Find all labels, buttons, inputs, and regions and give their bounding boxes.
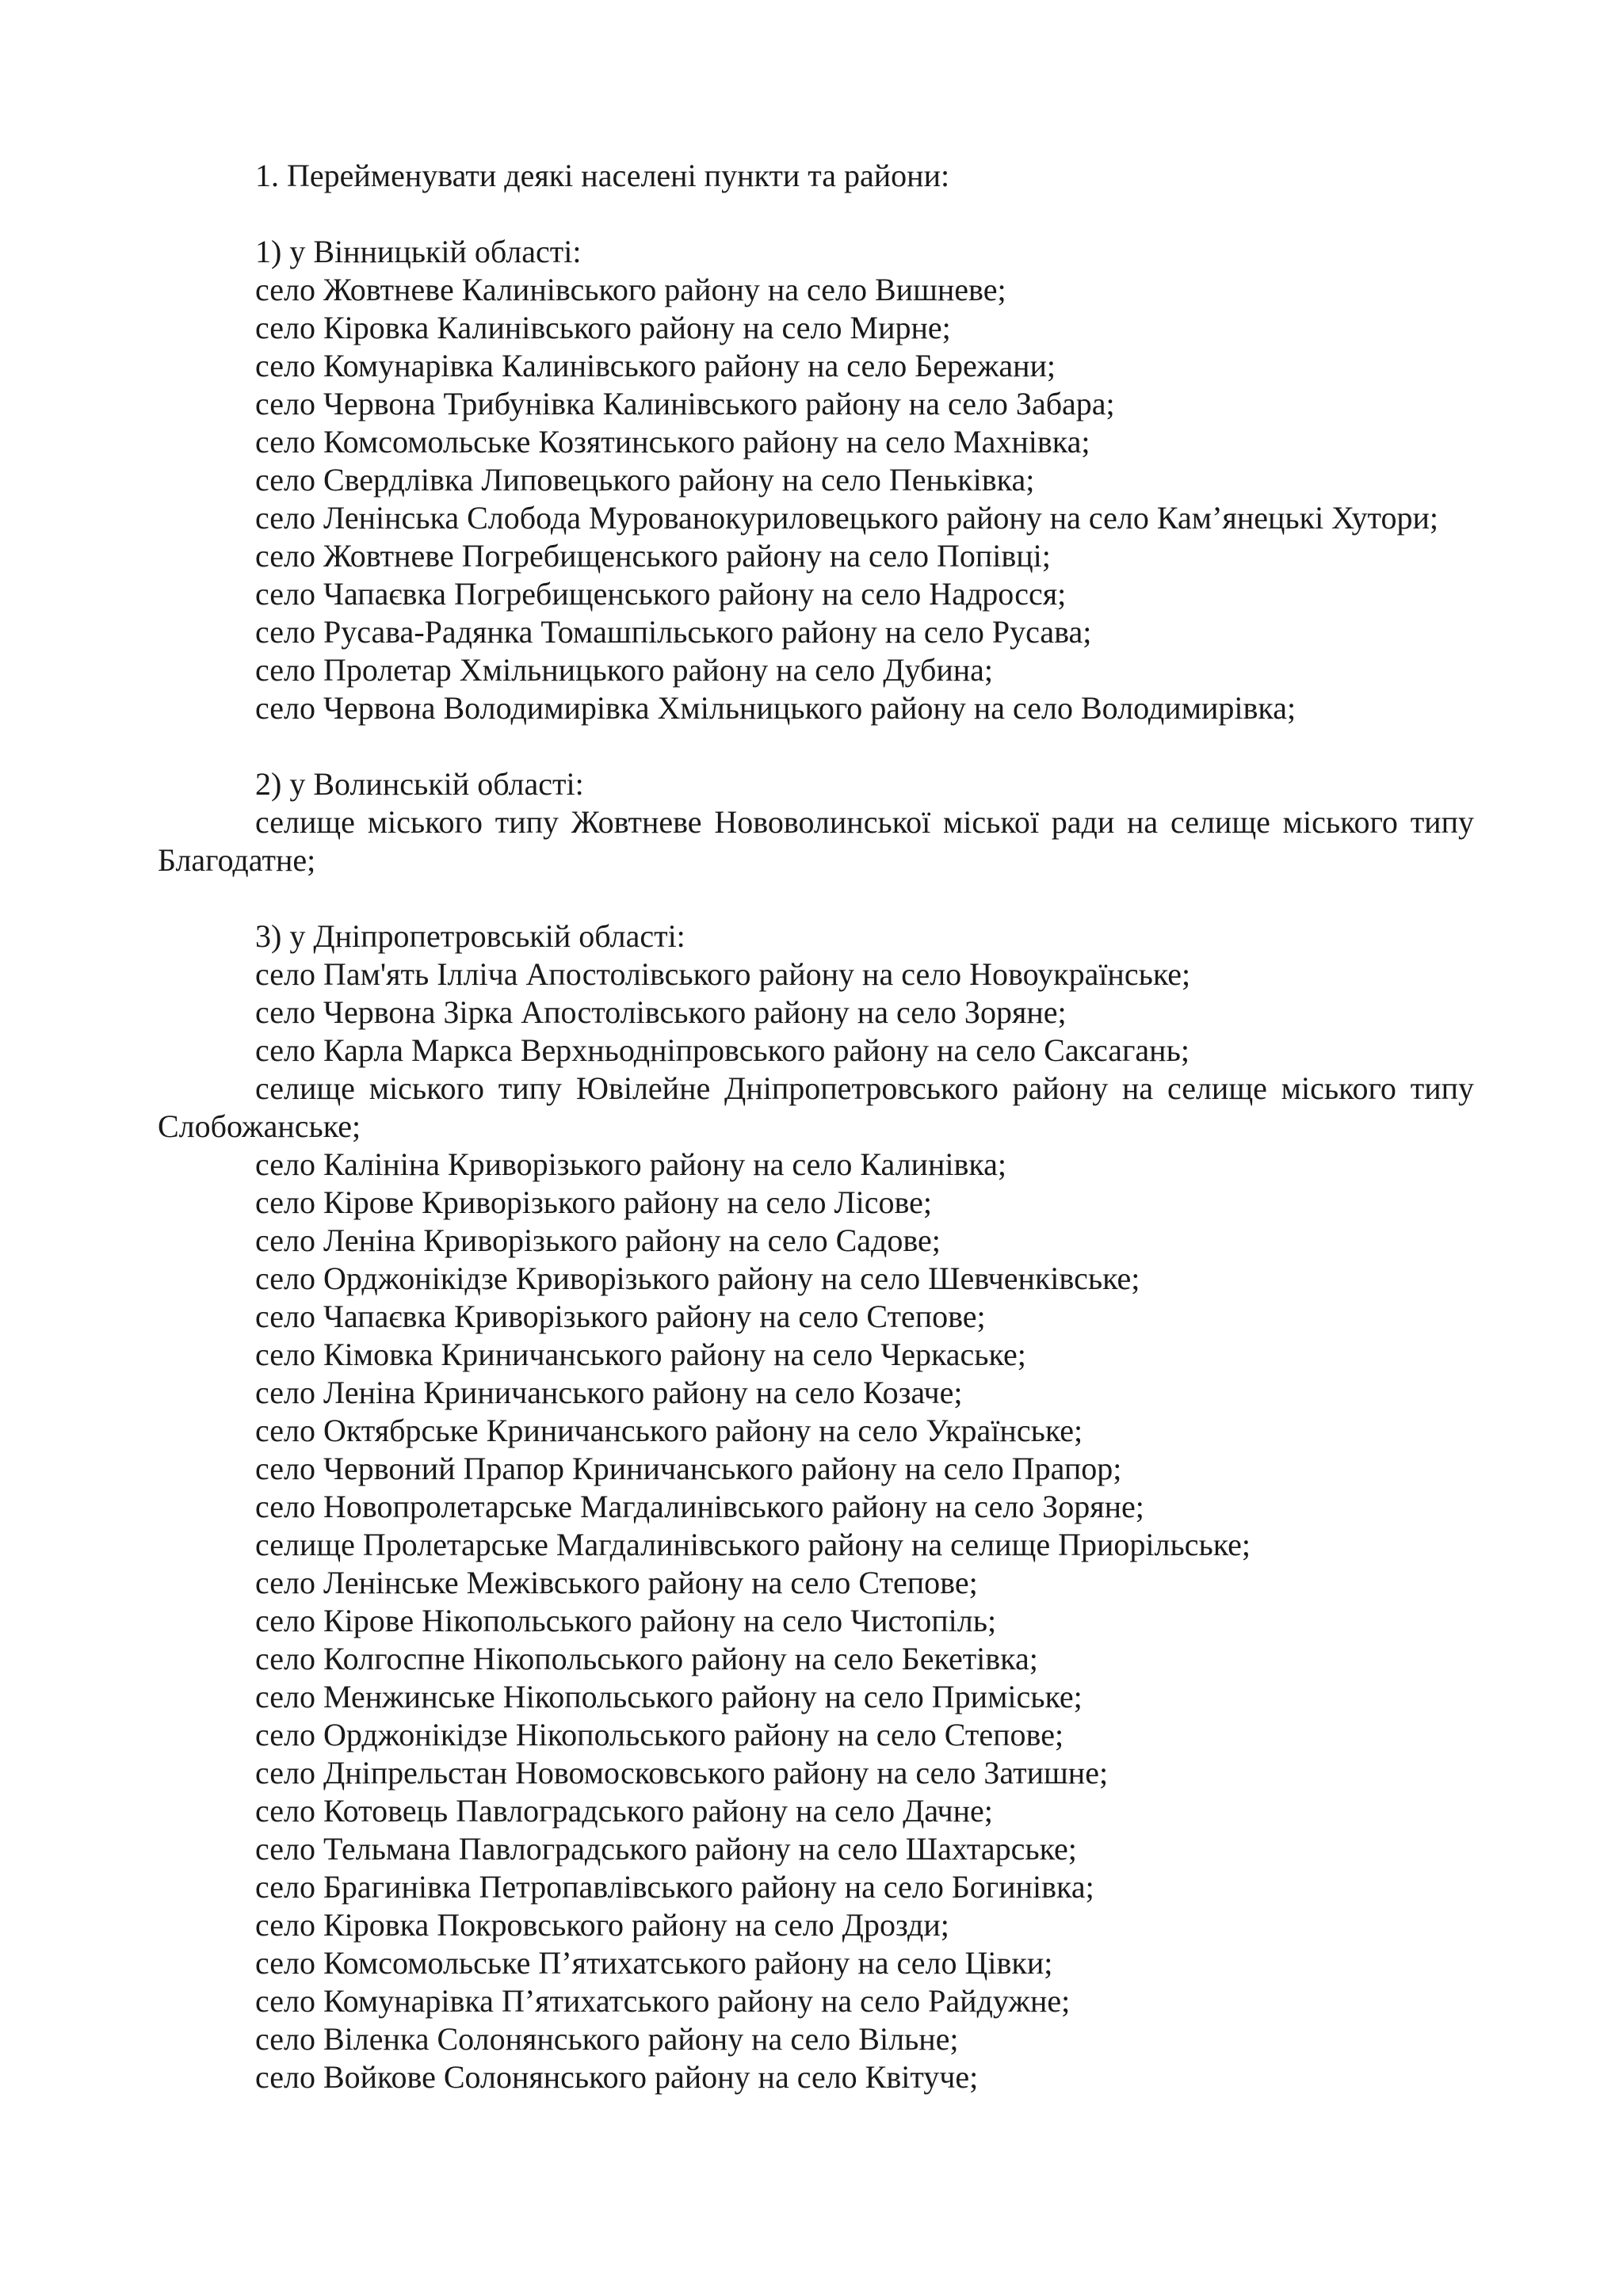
list-item: село Комунарівка П’ятихатського району на село Райдужне;: [255, 1983, 1071, 2019]
list-item: село Леніна Криничанського району на село Козаче;: [255, 1375, 963, 1410]
list-item: село Котовець Павлоградського району на село Дачне;: [255, 1793, 993, 1829]
list-item: село Кіровка Покровського району на село Дрозди;: [255, 1907, 949, 1943]
paragraph-gap: [158, 195, 1474, 233]
list-item: село Калініна Криворізького району на село Калинівка;: [255, 1146, 1007, 1182]
list-item: село Леніна Криворізького району на село Садове;: [255, 1222, 941, 1258]
list-item: селище міського типу Жовтневе Нововолинської міської ради на селище міського типу Благодатне;: [158, 804, 1474, 878]
section-title: 1) у Вінницькій області:: [255, 234, 582, 269]
list-item: село Пам'ять Ілліча Апостолівського району на село Новоукраїнське;: [255, 956, 1191, 992]
list-item: село Кірове Криворізького району на село Лісове;: [255, 1184, 933, 1220]
list-item: село Віленка Солонянського району на село Вільне;: [255, 2021, 959, 2057]
list-item: село Комунарівка Калинівського району на село Бережани;: [255, 348, 1056, 383]
list-item: село Колгоспне Нікопольського району на село Бекетівка;: [255, 1641, 1038, 1676]
list-item: село Новопролетарське Магдалинівського району на село Зоряне;: [255, 1489, 1144, 1524]
list-item: село Комсомольське Козятинського району на село Махнівка;: [255, 424, 1090, 460]
list-item: село Пролетар Хмільницького району на село Дубина;: [255, 652, 994, 688]
list-item: село Дніпрельстан Новомосковського району на село Затишне;: [255, 1755, 1109, 1791]
list-item: село Кіровка Калинівського району на село Мирне;: [255, 310, 951, 345]
list-item: село Войкове Солонянського району на село Квітуче;: [255, 2059, 979, 2095]
list-item: село Карла Маркса Верхньодніпровського району на село Саксагань;: [255, 1032, 1190, 1068]
list-item: село Орджонікідзе Нікопольського району на село Степове;: [255, 1717, 1064, 1753]
list-item: село Комсомольське П’ятихатського району на село Цівки;: [255, 1945, 1053, 1981]
list-item: село Кірове Нікопольського району на село Чистопіль;: [255, 1603, 997, 1638]
list-item: село Свердлівка Липовецького району на село Пеньківка;: [255, 462, 1035, 498]
list-item: село Червона Зірка Апостолівського району на село Зоряне;: [255, 994, 1067, 1030]
paragraph-gap: [158, 879, 1474, 917]
list-item: село Русава-Радянка Томашпільського району на село Русава;: [255, 614, 1092, 650]
paragraph-gap: [158, 727, 1474, 765]
list-item: селище Пролетарське Магдалинівського району на селище Приорільське;: [255, 1527, 1251, 1562]
list-item: село Октябрське Криничанського району на село Українське;: [255, 1413, 1083, 1448]
list-item: село Ленінське Межівського району на село Степове;: [255, 1565, 978, 1600]
section-title: 3) у Дніпропетровській області:: [255, 918, 685, 954]
list-item: селище міського типу Ювілейне Дніпропетровського району на селище міського типу Слобожанське;: [158, 1070, 1474, 1144]
list-item: село Чапаєвка Криворізького району на село Степове;: [255, 1299, 986, 1334]
decree-text: [158, 157, 1474, 2096]
list-item: село Ленінська Слобода Мурованокуриловецького району на село Кам’янецькі Хутори;: [255, 500, 1439, 536]
list-item: село Червона Трибунівка Калинівського району на село Забара;: [255, 386, 1115, 421]
section-volyn: [158, 765, 1474, 879]
list-item: село Жовтневе Калинівського району на село Вишневе;: [255, 272, 1006, 307]
section-title: 2) у Волинській області:: [255, 766, 584, 802]
list-item: село Брагинівка Петропавлівського району на село Богинівка;: [255, 1869, 1094, 1905]
list-item: село Орджонікідзе Криворізького району на село Шевченківське;: [255, 1261, 1140, 1296]
list-item: село Менжинське Нікопольського району на село Приміське;: [255, 1679, 1083, 1714]
section-dnipropetrovsk: [158, 917, 1474, 2096]
list-item: село Червона Володимирівка Хмільницького району на село Володимирівка;: [255, 690, 1296, 726]
decree-heading: 1. Перейменувати деякі населені пункти та райони:: [255, 158, 950, 193]
list-item: село Червоний Прапор Криничанського району на село Прапор;: [255, 1451, 1122, 1486]
list-item: село Чапаєвка Погребищенського району на село Надросся;: [255, 576, 1067, 612]
list-item: село Тельмана Павлоградського району на село Шахтарське;: [255, 1831, 1077, 1867]
section-vinnytsia: [158, 233, 1474, 727]
list-item: село Жовтневе Погребищенського району на село Попівці;: [255, 538, 1051, 574]
list-item: село Кімовка Криничанського району на село Черкаське;: [255, 1337, 1026, 1372]
